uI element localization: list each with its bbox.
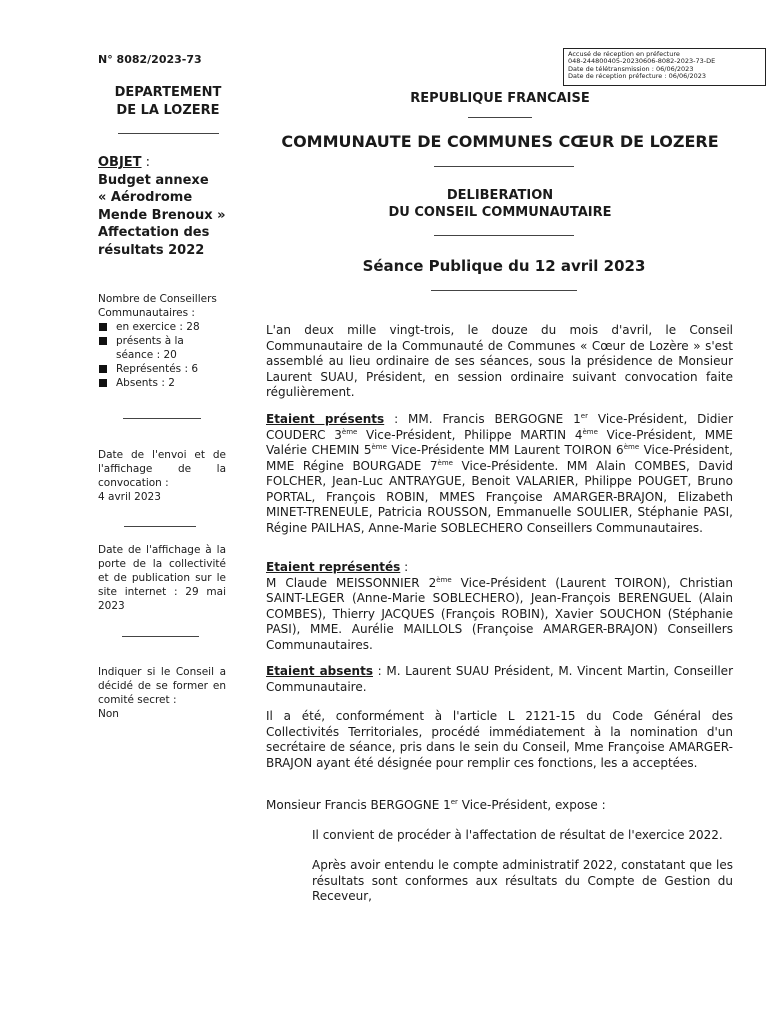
- divider: [468, 117, 532, 118]
- department-heading: [98, 84, 238, 120]
- councillor-count-item: en exercice : 28: [98, 320, 230, 334]
- councillor-count-item: Représentés : 6: [98, 362, 230, 376]
- divider: [123, 418, 201, 419]
- presents-paragraph: [266, 412, 733, 536]
- divider: [434, 235, 574, 236]
- divider: [122, 636, 199, 637]
- presents-text: Vice-Président, MME Régine BOURGADE 7: [266, 443, 733, 473]
- presents-text: : MM. Francis BERGOGNE 1: [384, 412, 581, 426]
- department-line: DE LA LOZERE: [116, 103, 220, 118]
- compte-paragraph: Après avoir entendu le compte administratif 2022, constatant que les résultats sont conformes aux résultats du Compte de Gestion du Receveur,: [312, 858, 733, 903]
- envoi-block: [98, 448, 226, 504]
- affectation-paragraph: Il convient de procéder à l'affectation de résultat de l'exercice 2022.: [312, 828, 723, 842]
- councillors-block: [98, 292, 230, 390]
- ordinal: ème: [341, 427, 358, 436]
- comite-text: Indiquer si le Conseil a décidé de se former en comité secret :: [98, 666, 226, 706]
- councillor-count-item: Absents : 2: [98, 376, 230, 390]
- presents-label: Etaient présents: [266, 412, 385, 426]
- presents-text: Vice-Présidente MM Laurent TOIRON 6: [386, 443, 624, 457]
- affichage-text: Date de l'affichage à la porte de la collectivité et de publication sur le site internet : 29 mai 2023: [98, 544, 226, 612]
- divider: [118, 133, 219, 134]
- ordinal: er: [580, 412, 588, 420]
- stamp-line: 048-244800405-20230606-8082-2023-73-DE: [568, 57, 716, 66]
- objet-line: Mende Brenoux »: [98, 207, 226, 223]
- envoi-text: Date de l'envoi et de l'affichage de la convocation :: [98, 449, 226, 489]
- objet-label: OBJET: [98, 155, 142, 170]
- objet-line: Affectation des: [98, 225, 210, 240]
- expose-text: Vice-Président, expose :: [457, 798, 606, 812]
- ordinal: ème: [623, 443, 640, 451]
- intro-paragraph: L'an deux mille vingt-trois, le douze du mois d'avril, le Conseil Communautaire de la Communauté de Communes « Cœur de Lozère » s'est assemblé au lieu ordinaire de ses séances, sous la présidence de Monsieur Laurent SUAU, Président, en session ordinaire suivant convocation faite régulièrement.: [266, 323, 733, 399]
- divider: [124, 526, 196, 527]
- ordinal: ème: [371, 443, 387, 451]
- absents-paragraph: [266, 664, 733, 695]
- deliberation-heading: [340, 187, 660, 221]
- representes-text: Vice-Président (Laurent TOIRON), Christian SAINT-LEGER (Anne-Marie SOBLECHERO), Jean-François BERENGUEL (Alain COMBES), Thierry JACQUES (François ROBIN), Xavier SOUCHON (Stéphanie PASI), MME. Aurélie MAILLOLS (Françoise AMARGER-BRAJON) Conseillers Communautaires.: [266, 575, 733, 652]
- department-line: DEPARTEMENT: [114, 85, 222, 100]
- objet-line: « Aérodrome: [98, 190, 193, 205]
- community-title: COMMUNAUTE DE COMMUNES CŒUR DE LOZERE: [281, 132, 719, 151]
- reception-stamp: [563, 48, 766, 86]
- ordinal: ème: [582, 427, 598, 436]
- affichage-block: [98, 543, 226, 613]
- representes-label: Etaient représentés: [266, 560, 401, 574]
- deliberation-line: DELIBERATION: [446, 188, 554, 203]
- ordinal: ème: [436, 575, 452, 584]
- councillors-heading: Nombre de Conseillers: [98, 293, 217, 305]
- ordinal: er: [450, 798, 458, 806]
- divider: [434, 166, 574, 167]
- stamp-line: Date de réception préfecture : 06/06/2023: [568, 72, 707, 81]
- representes-paragraph: [266, 560, 733, 653]
- presents-text: Vice-Président, Didier COUDERC 3: [266, 412, 733, 442]
- republic-heading: REPUBLIQUE FRANCAISE: [410, 91, 590, 106]
- objet-block: [98, 154, 238, 259]
- presents-text: Vice-Président, Philippe MARTIN 4: [357, 427, 583, 442]
- objet-line: Budget annexe: [98, 172, 209, 188]
- objet-line: résultats 2022: [98, 242, 205, 258]
- comite-block: [98, 665, 226, 721]
- presents-text: Vice-Président, MME Valérie CHEMIN 5: [266, 427, 734, 457]
- objet-colon: :: [141, 155, 151, 170]
- deliberation-line: DU CONSEIL COMMUNAUTAIRE: [388, 205, 612, 220]
- divider: [431, 290, 577, 291]
- comite-answer: Non: [98, 708, 119, 720]
- absents-text: : M. Laurent SUAU Président, M. Vincent Martin, Conseiller Communautaire.: [266, 664, 734, 694]
- document-number: N° 8082/2023-73: [98, 53, 202, 66]
- envoi-date: 4 avril 2023: [98, 491, 161, 503]
- expose-line: [266, 798, 733, 814]
- representes-text: M Claude MEISSONNIER 2: [266, 575, 437, 590]
- ordinal: ème: [437, 458, 453, 467]
- representes-colon: :: [400, 560, 409, 574]
- stamp-line: Accusé de réception en préfecture: [568, 50, 680, 58]
- secretary-paragraph: Il a été, conformément à l'article L 2121-15 du Code Général des Collectivités Territoriales, procédé immédiatement à la nomination d'un secrétaire de séance, pris dans le sein du Conseil, Mme Françoise AMARGER-BRAJON ayant été désignée pour remplir ces fonctions, les a acceptées.: [266, 709, 733, 770]
- presents-text: Vice-Présidente. MM Alain COMBES, David FOLCHER, Jean-Luc ANTRAYGUE, Benoit VALARIER, Philippe POUGET, Bruno PORTAL, François ROBIN, MMES Françoise AMARGER-BRAJON, Elizabeth MINET-TRENEULE, Patricia ROUSSON, Emmanuelle SOULIER, Stéphanie PASI, Régine PAILHAS, Anne-Marie SOBLECHERO Conseillers Communautaires.: [266, 458, 733, 535]
- seance-title: Séance Publique du 12 avril 2023: [362, 257, 646, 275]
- councillors-heading: Communautaires :: [98, 307, 195, 319]
- councillor-count-item: présents à la séance : 20: [98, 334, 230, 362]
- absents-label: Etaient absents: [266, 664, 373, 678]
- stamp-line: Date de télétransmission : 06/06/2023: [568, 64, 694, 73]
- expose-text: Monsieur Francis BERGOGNE 1: [266, 798, 451, 812]
